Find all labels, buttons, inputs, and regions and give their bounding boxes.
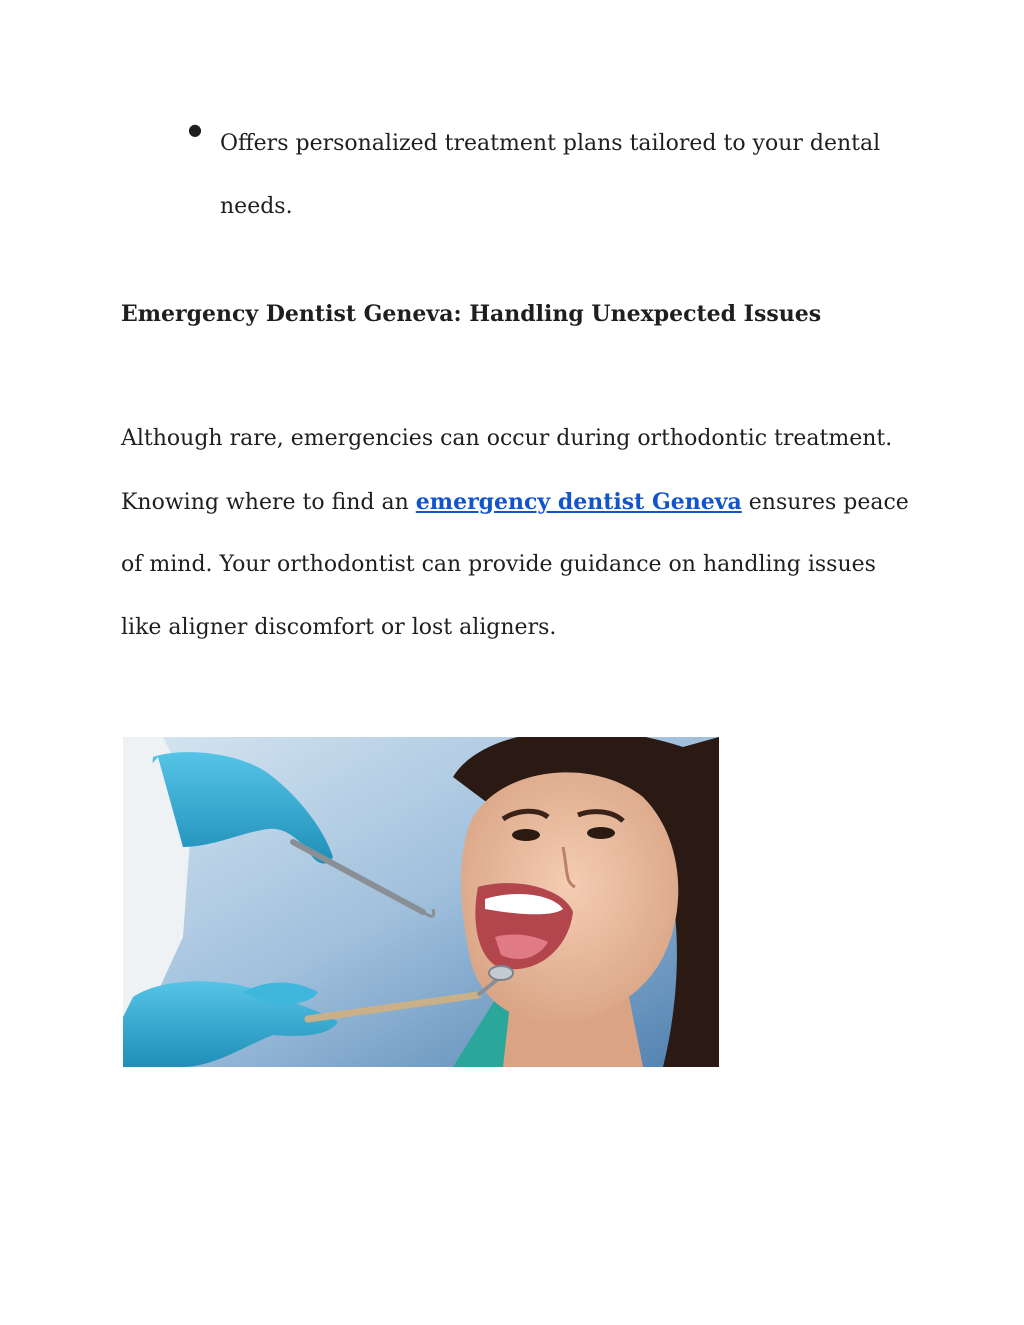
section-paragraph [121,408,911,659]
paragraph-text-after-link: ensures peace of mind. Your orthodontist can provide guidance on handling issues like aligner discomfort or lost aligners. [121,489,909,640]
paragraph-text-before-link: Although rare, emergencies can occur during orthodontic treatment. Knowing where to find an [121,426,893,515]
bullet-text: Offers personalized treatment plans tailored to your dental needs. [220,131,881,219]
section-heading: Emergency Dentist Geneva: Handling Unexpected Issues [121,301,822,327]
bullet-dot-icon: ● [188,120,202,139]
dental-patient-photo [123,737,719,1067]
emergency-dentist-link[interactable]: emergency dentist Geneva [415,488,742,515]
